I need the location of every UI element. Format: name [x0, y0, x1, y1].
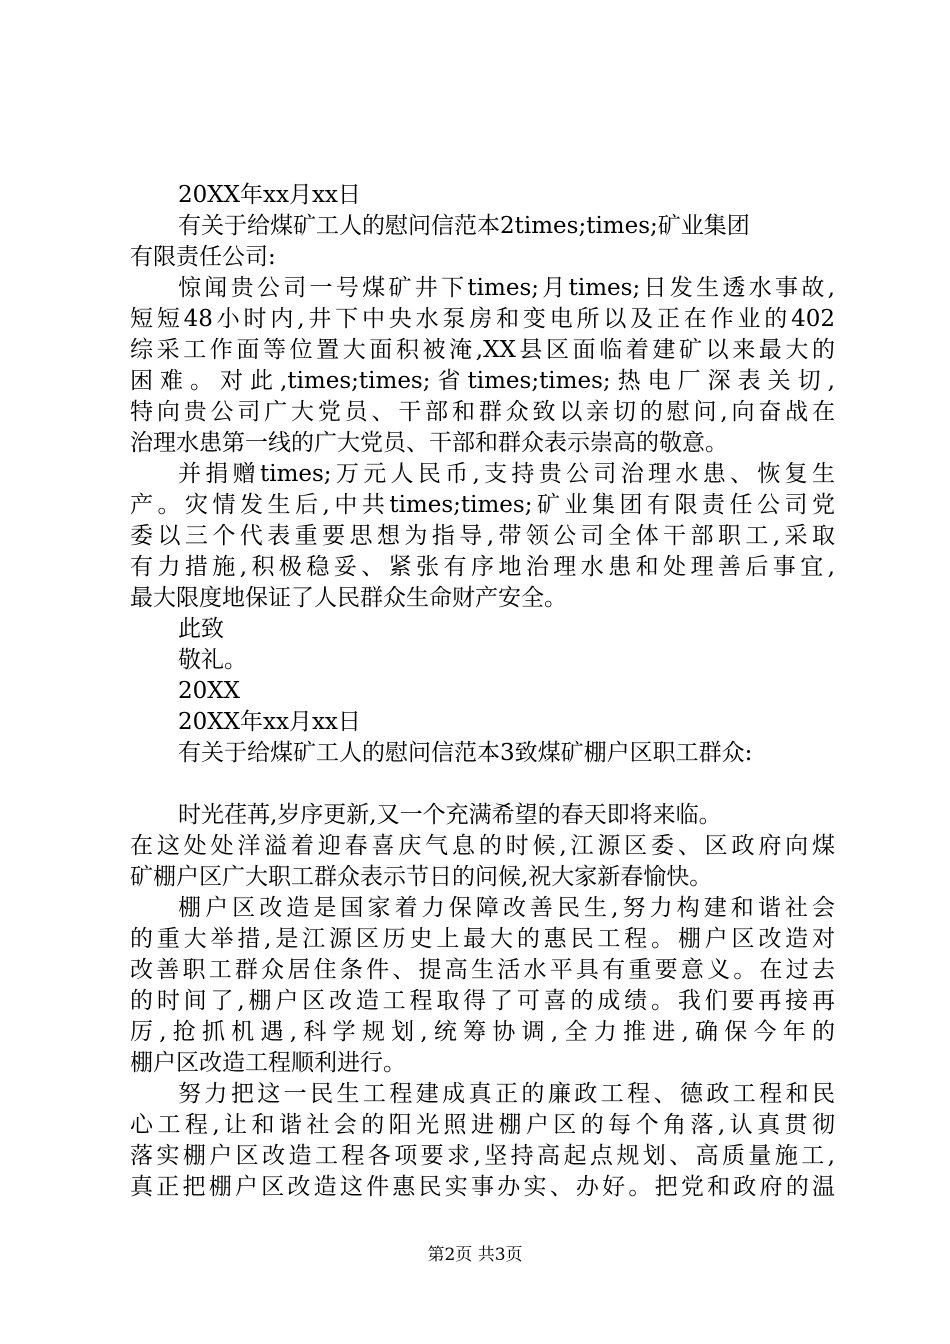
text-line: 20XX年xx月xx日	[178, 709, 361, 735]
text-line: 努力把这一民生工程建成真正的廉政工程、德政工程和民	[178, 1081, 835, 1107]
text-line: 时光荏苒,岁序更新,又一个充满希望的春天即将来临。	[178, 802, 722, 828]
text-line: 惊闻贵公司一号煤矿井下times;月times;日发生透水事故,	[178, 275, 835, 301]
text-line: 的时间了,棚户区改造工程取得了可喜的成绩。我们要再接再	[130, 988, 835, 1014]
text-line: 综采工作面等位置大面积被淹,XX县区面临着建矿以来最大的	[130, 337, 835, 363]
text-line: 棚户区改造工程顺利进行。	[130, 1050, 406, 1076]
text-line: 困难。对此,times;times;省times;times;热电厂深表关切,	[130, 368, 835, 394]
text-line: 产。灾情发生后,中共times;times;矿业集团有限责任公司党	[130, 492, 835, 518]
text-line: 棚户区改造是国家着力保障改善民生,努力构建和谐社会	[178, 895, 835, 921]
text-line: 有限责任公司:	[130, 244, 276, 270]
page-footer: 第2页 共3页	[427, 1245, 523, 1265]
text-line: 有关于给煤矿工人的慰问信范本3致煤矿棚户区职工群众:	[178, 740, 753, 766]
text-line: 矿棚户区广大职工群众表示节日的问候,祝大家新春愉快。	[130, 864, 713, 890]
text-line: 短短48小时内,井下中央水泵房和变电所以及正在作业的402	[130, 306, 835, 332]
text-line: 敬礼。	[178, 647, 247, 673]
text-line: 20XX年xx月xx日	[178, 182, 361, 208]
text-line: 此致	[178, 616, 224, 642]
text-line: 改善职工群众居住条件、提高生活水平具有重要意义。在过去	[130, 957, 835, 983]
text-line: 并捐赠times;万元人民币,支持贵公司治理水患、恢复生	[178, 461, 835, 487]
text-line: 的重大举措,是江源区历史上最大的惠民工程。棚户区改造对	[130, 926, 835, 952]
text-line: 治理水患第一线的广大党员、干部和群众表示崇高的敬意。	[130, 430, 728, 456]
text-line: 委以三个代表重要思想为指导,带领公司全体干部职工,采取	[130, 523, 835, 549]
text-line: 在这处处洋溢着迎春喜庆气息的时候,江源区委、区政府向煤	[130, 833, 835, 859]
text-line: 最大限度地保证了人民群众生命财产安全。	[130, 585, 567, 611]
text-line: 心工程,让和谐社会的阳光照进棚户区的每个角落,认真贯彻	[130, 1112, 835, 1138]
text-line: 有力措施,积极稳妥、紧张有序地治理水患和处理善后事宜,	[130, 554, 835, 580]
text-line: 厉,抢抓机遇,科学规划,统筹协调,全力推进,确保今年的	[130, 1019, 835, 1045]
text-line: 特向贵公司广大党员、干部和群众致以亲切的慰问,向奋战在	[130, 399, 835, 425]
text-line: 有关于给煤矿工人的慰问信范本2times;times;矿业集团	[178, 213, 750, 239]
text-line: 20XX	[178, 678, 241, 704]
text-line: 真正把棚户区改造这件惠民实事办实、办好。把党和政府的温	[130, 1174, 835, 1200]
text-line: 落实棚户区改造工程各项要求,坚持高起点规划、高质量施工,	[130, 1143, 835, 1169]
